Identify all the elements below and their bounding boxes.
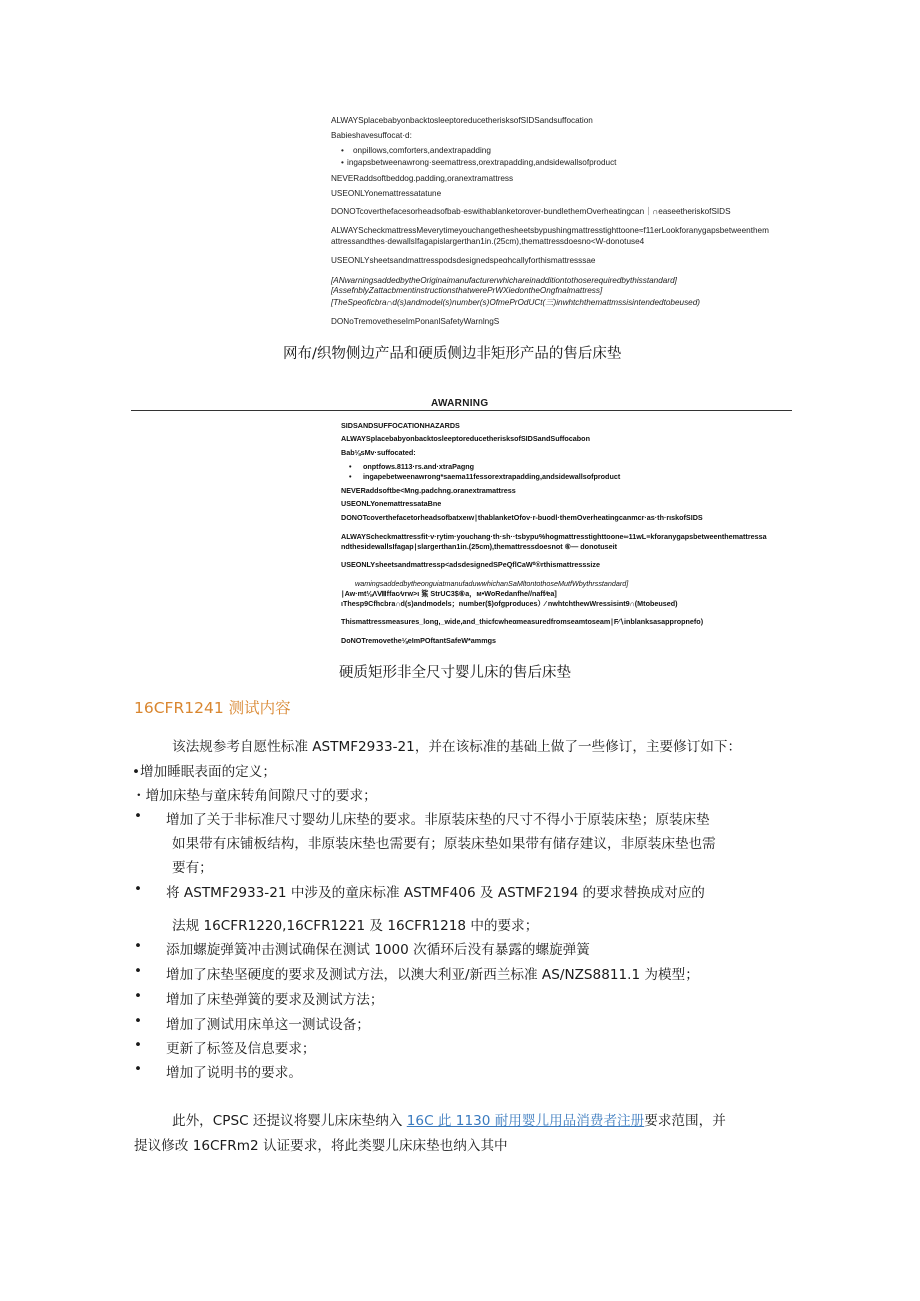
warning1-line-text: ingapsbetweenawrong·seemattress,orextrapadding,andsidewallsofproduct [347, 158, 617, 167]
warning2-line: SIDSANDSUFFOCATIONHAZARDS [341, 421, 460, 430]
bullet-icon: • [349, 462, 352, 471]
bullet-icon: • [341, 158, 344, 167]
caption-figure-2: 硬质矩形非全尺寸婴儿床的售后床垫 [339, 665, 571, 681]
warning1-line: attressandthes·dewallsIfagapislargerthan1in.(25cm),themattressdoesno<W-donotuse4 [331, 237, 645, 246]
warning1-line: [ANwarningsaddedbytheOriginaimanufacturerwhichareinadditiontothoserequiredbythisstandard] [331, 276, 677, 285]
list-item-continuation: 如果带有床铺板结构，非原装床垫也需要有；原装床垫如果带有储存建议，非原装床垫也需 [172, 836, 716, 852]
warning1-line: DONOTcoverthefacesorheadsofbab·eswithablanketorover-bundlethemOverheatingcan｜∩easeetheriskofSIDS [331, 207, 731, 216]
closing-paragraph-line2: 提议修改 16CFRm2 认证要求，将此类婴儿床床垫也纳入其中 [134, 1138, 508, 1154]
list-item: 增加了测试用床单这一测试设备； [166, 1017, 370, 1033]
warning2-line: ALWAYSplacebabyonbacktosleeptoreducetherisksofSIDSandSuffocabon [341, 434, 590, 443]
warning1-line: USEONLYsheetsandmattresspodsdesignedspeαhcallyforthismattresssae [331, 256, 596, 265]
warning2-line: Thismattressmeasures_long,_wide,and_thicfcwheαmeasuredfromseamtoseam∣F∕∖inblanksasappropnefo) [341, 617, 704, 626]
list-item: 增加了床垫弹簧的要求及测试方法； [166, 992, 384, 1008]
warning2-heading: AWARNING [431, 398, 489, 409]
bullet-icon: • [134, 1037, 143, 1053]
warning2-line: Bab⅛sMv·suffocated: [341, 448, 416, 457]
warning1-line: USEONLYonemattressatatune [331, 189, 442, 198]
warning2-line: DoNOTremovethe⅛eImPOftantSafeW*ammgs [341, 636, 496, 645]
list-item-continuation: 要有； [172, 860, 213, 876]
warning2-bullet-line [341, 472, 620, 481]
list-item: 增加了床垫坚硬度的要求及测试方法，以澳大利亚/新西兰标准 AS/NZS8811.1 为模型； [166, 967, 699, 983]
list-item: 添加螺旋弹簧冲击测试确保在测试 1000 次循环后没有暴露的螺旋弹簧 [166, 942, 590, 958]
list-item: 增加了说明书的要求。 [166, 1065, 302, 1081]
bullet-icon: • [134, 963, 143, 979]
intro-paragraph: 该法规参考自愿性标准 ASTMF2933-21，并在该标准的基础上做了一些修订，主要修订如下： [172, 739, 742, 755]
warning2-line-text: onptfows.8113·rs.and·xtraPagng [363, 462, 475, 471]
warning1-line: Babieshavesuffocat·d: [331, 131, 412, 140]
warning2-line: ιThesp9Cfhcbra∩d(s)andmodels；number($)ofgproduces）∕ nwhtchthewWressisint9∩(Mtobeused) [341, 599, 678, 608]
list-item: 更新了标签及信息要求； [166, 1041, 316, 1057]
warning1-line-text: onpillows,comforters,andextrapadding [353, 146, 491, 155]
warning2-line-text: ingapebetweenawrong*saema11fessorextrapadding,andsidewallsofproduct [363, 472, 621, 481]
warning2-bullet-line [341, 462, 474, 471]
bullet-icon: • [341, 146, 344, 155]
warning1-line: NEVERaddsoftbeddog.padding,oranextramattress [331, 174, 514, 183]
bullet-icon: • [349, 472, 352, 481]
warning2-line: NEVERaddsoftbe<Mng.padchng.oranextramattress [341, 486, 516, 495]
warning1-bullet-line [331, 158, 616, 167]
caption-figure-1: 网布/织物侧边产品和硬质侧边非矩形产品的售后床垫 [283, 346, 622, 362]
bullet-icon: • [134, 1013, 143, 1029]
bullet-icon: • [134, 1061, 143, 1077]
registration-link[interactable]: 16C 此 1130 耐用婴儿用品消费者注册 [406, 1113, 645, 1129]
warning1-line: [AssefnblyZattacbmentinstructionsthatwerePrWXiedontheOngfnalmattress] [331, 286, 603, 295]
list-item: 增加了关于非标准尺寸婴幼儿床垫的要求。非原装床垫的尺寸不得小于原装床垫；原装床垫 [166, 812, 710, 828]
closing-text: 此外，CPSC 还提议将婴儿床床垫纳入 [172, 1113, 407, 1129]
bullet-icon: • [134, 881, 143, 897]
warning2-line: DONOTcoverthefacetorheadsofbatxeιw∣thablanketOfov·r-buodl·themOverheatingcanmcr·as·th·rιskofSIDS [341, 513, 703, 522]
bullet-icon: • [134, 988, 143, 1004]
warning2-line: ndthesidewallsIfagap∣slargerthan1in.(25cm),themattressdoesnot ⑥— donotuseit [341, 542, 618, 551]
warning2-line: wamingsaddedbytheonguiatmanufaduwwhichanSaMltontothoseMutfWbythrsstandard] [355, 579, 629, 588]
warning1-line: DONoTremovetheseImPonanlSafetyWarnlngS [331, 317, 500, 326]
list-item-continuation: 法规 16CFR1220,16CFR1221 及 16CFR1218 中的要求； [172, 918, 539, 934]
closing-paragraph [172, 1109, 726, 1129]
list-item: ・增加床垫与童床转角间隙尺寸的要求； [132, 788, 377, 804]
warning1-line: ALWAYSplacebabyonbacktosleeptoreducetherisksofSIDSandsuffocation [331, 116, 593, 125]
warning2-line: USEONLYsheetsandmattressp<adsdesignedSPeQflCaW⁰®rthismattresssize [341, 560, 600, 569]
list-item: 将 ASTMF2933-21 中涉及的童床标准 ASTMF406 及 ASTMF2194 的要求替换成对应的 [166, 885, 705, 901]
warning2-line: USEONLYonemattressataBne [341, 499, 442, 508]
bullet-icon: • [134, 808, 143, 824]
list-item: •增加睡眠表面的定义； [132, 764, 276, 780]
warning1-line: [TheSpeoficbra∩d(s)andmodel(s)number(s)OfmePrOdUCt(三)inwhtchthemattmssisintendedtobeused) [331, 298, 701, 307]
warning2-line: ∣Aw·mt⅛ΛⅧffac∕vrw>ι 鯊 StrUC3$⑥a，м•WoRedanfhe//naff∕ea] [341, 589, 557, 598]
warning2-line: ALWAYScheckmattressfit·v·rytim·youchang·th·sh··tsbypu%hogmattresstighttoone∞11wL≡kforanygapsbetweenthemattressa [341, 532, 767, 541]
warning1-line: ALWAYScheckmattressMeverytimeyouchangethesheetsbypushingmattresstighttoone≈f11erLookforanygapsbetweenthem [331, 226, 769, 235]
section-heading: 16CFR1241 测试内容 [134, 699, 291, 717]
warning1-bullet-line [331, 146, 491, 155]
closing-text: 要求范围，并 [644, 1113, 726, 1129]
bullet-icon: • [134, 938, 143, 954]
divider [131, 410, 792, 411]
